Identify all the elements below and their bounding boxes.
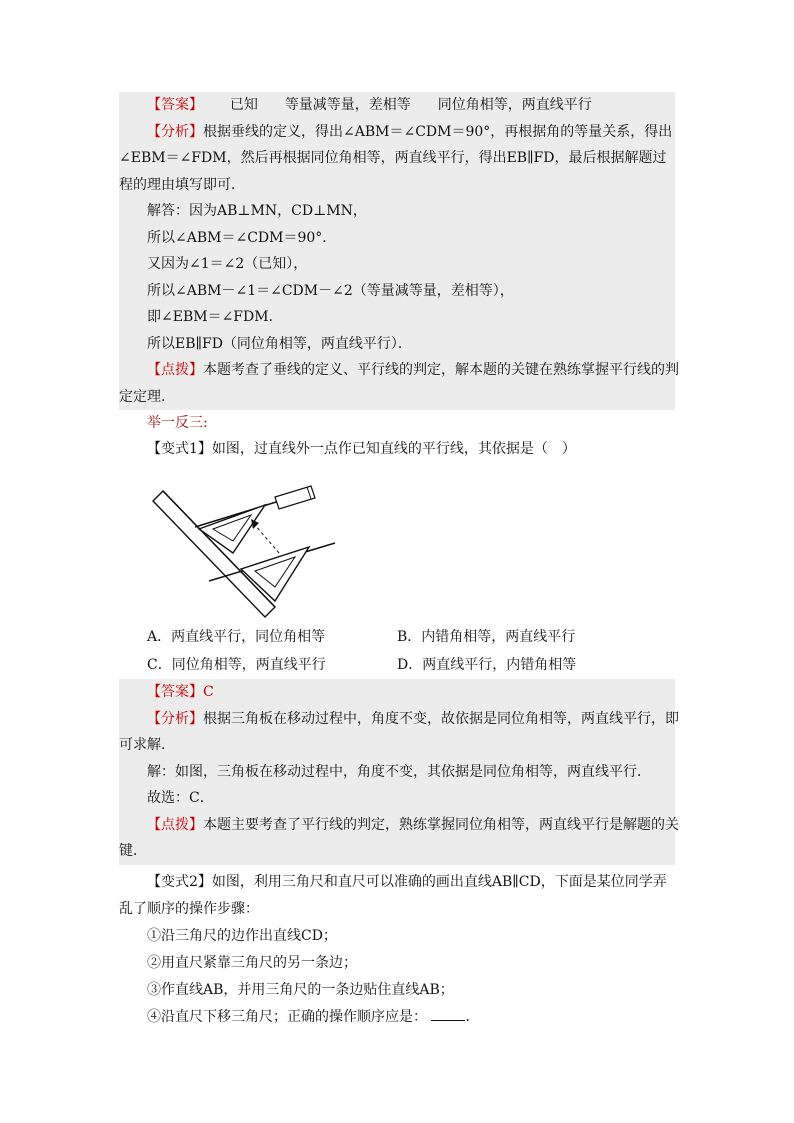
- analysis-line-3: 程的理由填写即可．: [119, 176, 245, 193]
- analysis-tag: 【分析】: [147, 123, 203, 140]
- v1-comment-text-1: 本题主要考查了平行线的判定，熟练掌握同位角相等，两直线平行是解题的关: [203, 816, 679, 833]
- comment-line-2: 定定理．: [119, 388, 175, 405]
- variant2-step-1: ①沿三角尺的边作出直线CD；: [147, 927, 337, 944]
- options-row-2: [119, 651, 675, 679]
- solution-line-4: 所以∠ABM－∠1＝∠CDM－∠2（等量减等量，差相等），: [147, 282, 514, 299]
- solution-line-2: 所以∠ABM＝∠CDM＝90°．: [147, 229, 337, 246]
- options-row-1: [119, 623, 675, 651]
- variant2-step-4-end: ．: [465, 1008, 480, 1025]
- v1-analysis-text-1: 根据三角板在移动过程中，角度不变，故依据是同位角相等，两直线平行，即: [203, 710, 679, 727]
- option-d[interactable]: D．两直线平行，内错角相等: [397, 657, 577, 673]
- variant2-step-2: ②用直尺紧靠三角尺的另一条边；: [147, 954, 357, 971]
- answer-line: [119, 92, 675, 119]
- document-page: [119, 92, 679, 1031]
- variant1-question: 【变式1】如图，过直线外一点作已知直线的平行线，其依据是（ ）: [147, 441, 576, 457]
- v1-analysis-line-2: 可求解．: [119, 737, 175, 753]
- analysis-line-2: ∠EBM＝∠FDM，然后再根据同位角相等，两直线平行，得出EB∥FD，最后根据解题过: [119, 150, 667, 166]
- solution-line-5: 即∠EBM＝∠FDM．: [147, 309, 283, 325]
- variant2-step-3: ③作直线AB，并用三角尺的一条边贴住直线AB；: [147, 981, 454, 998]
- answer-blank-3: 同位角相等，两直线平行: [437, 97, 592, 113]
- v1-comment-line-1: [119, 812, 679, 839]
- solution-block-2: [119, 679, 679, 865]
- solution-line-6: 所以EB∥FD（同位角相等，两直线平行）．: [147, 335, 412, 352]
- v1-solution-line-1: 解：如图，三角板在移动过程中，角度不变，其依据是同位角相等，两直线平行．: [147, 763, 651, 780]
- v1-solution-line-2: 故选：C．: [147, 790, 214, 806]
- variant2-question-line-2: 乱了顺序的操作步骤：: [119, 900, 259, 917]
- pencil-icon: [275, 486, 315, 509]
- v1-answer-value: C: [203, 684, 214, 700]
- v1-analysis-line-1: [119, 706, 679, 733]
- move-arrow: [255, 525, 279, 553]
- answer-blank-1: 已知: [229, 97, 258, 113]
- v1-comment-line-2: 键．: [119, 843, 147, 859]
- v1-analysis-tag: 【分析】: [147, 710, 203, 727]
- variant2-question-line-1: 【变式2】如图，利用三角尺和直尺可以准确的画出直线AB∥CD，下面是某位同学弄: [147, 873, 667, 890]
- v1-answer-tag: 【答案】: [147, 684, 203, 700]
- analysis-line-1: [119, 119, 675, 146]
- analysis-text-1: 根据垂线的定义，得出∠ABM＝∠CDM＝90°，再根据角的等量关系，得出: [203, 123, 673, 140]
- example-heading: 举一反三:: [147, 415, 208, 431]
- answer-blank[interactable]: [431, 1006, 465, 1021]
- answer-tag: 【答案】: [147, 97, 203, 113]
- option-b[interactable]: B．内错角相等，两直线平行: [397, 629, 576, 645]
- ruler-triangle-diagram: [147, 467, 347, 619]
- comment-line-1: [119, 357, 679, 384]
- variant2-step-4-line: [119, 1004, 675, 1031]
- solution-block-1: [119, 92, 679, 410]
- option-a[interactable]: A．两直线平行，同位角相等: [147, 629, 326, 645]
- v1-answer-line: [119, 679, 675, 706]
- option-c[interactable]: C．同位角相等，两直线平行: [147, 657, 326, 673]
- solution-line-1: 解答：因为AB⊥MN，CD⊥MN，: [147, 203, 367, 219]
- comment-text-1: 本题考查了垂线的定义、平行线的判定，解本题的关键在熟练掌握平行线的判: [203, 362, 679, 378]
- variant2-step-4: ④沿直尺下移三角尺；正确的操作顺序应是：: [147, 1008, 427, 1025]
- solution-line-3: 又因为∠1＝∠2（已知），: [147, 256, 308, 272]
- answer-blank-2: 等量减等量，差相等: [284, 97, 411, 113]
- comment-tag: 【点拨】: [147, 362, 203, 378]
- v1-comment-tag: 【点拨】: [147, 816, 203, 833]
- variant1-figure: [119, 463, 675, 623]
